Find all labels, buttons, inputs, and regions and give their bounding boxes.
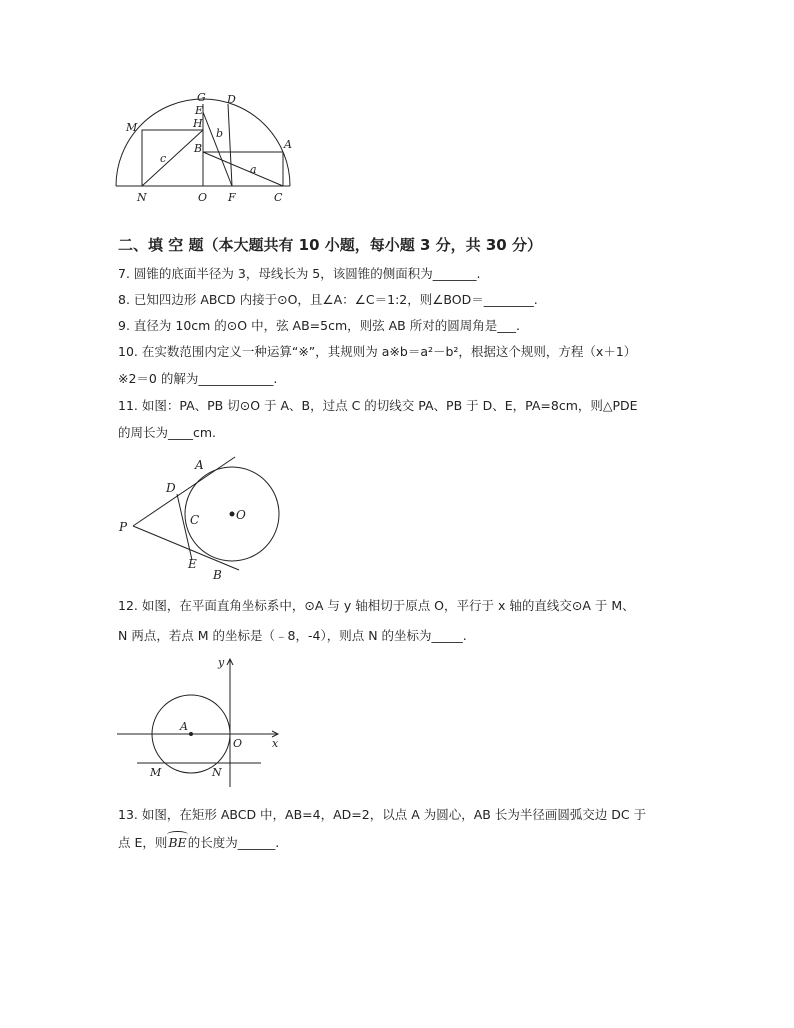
- label-b: b: [216, 127, 224, 140]
- label-M: M: [150, 766, 162, 779]
- center-a-dot: [189, 732, 193, 736]
- q13-suffix: 的长度为______.: [187, 835, 280, 850]
- figure-coordinate-circle: [115, 655, 290, 790]
- arc-be-symbol: [167, 834, 187, 852]
- section-title: 二、填 空 题（本大题共有 10 小题，每小题 3 分，共 30 分）: [118, 236, 542, 254]
- label-A: A: [195, 458, 204, 472]
- label-H: H: [193, 117, 203, 130]
- label-O: O: [233, 737, 243, 750]
- question-10-line1: 10. 在实数范围内定义一种运算“※”，其规则为 a※b＝a²－b²，根据这个规则，方程（x＋1）: [118, 344, 637, 359]
- arc-mark: [167, 831, 187, 838]
- label-D: D: [166, 481, 176, 495]
- label-c: c: [160, 152, 167, 165]
- segment-b: [203, 112, 232, 186]
- center-o-dot: [230, 512, 235, 517]
- label-A: A: [180, 720, 188, 733]
- label-C: C: [274, 191, 283, 204]
- label-N: N: [137, 191, 147, 204]
- question-10-line2: ※2＝0 的解为____________.: [118, 371, 278, 386]
- label-A: A: [284, 138, 292, 151]
- question-12-line1: 12. 如图，在平面直角坐标系中，⊙A 与 y 轴相切于原点 O，平行于 x 轴的直线交⊙A 于 M、: [118, 598, 635, 613]
- label-y: y: [218, 656, 225, 669]
- label-N: N: [212, 766, 222, 779]
- segment-a: [203, 152, 283, 186]
- question-11-line1: 11. 如图：PA、PB 切⊙O 于 A、B，过点 C 的切线交 PA、PB 于 D、E，PA=8cm，则△PDE: [118, 398, 638, 413]
- label-D: D: [227, 93, 236, 106]
- label-x: x: [272, 737, 279, 750]
- label-F: F: [228, 191, 236, 204]
- label-C: C: [190, 513, 200, 527]
- question-8: 8. 已知四边形 ABCD 内接于⊙O，且∠A：∠C＝1:2，则∠BOD＝________.: [118, 292, 538, 307]
- label-O: O: [236, 508, 246, 522]
- tangent-pa: [133, 457, 235, 526]
- question-12-line2: N 两点，若点 M 的坐标是（﹣8，-4），则点 N 的坐标为_____.: [118, 628, 467, 643]
- label-E: E: [188, 557, 197, 571]
- figure-tangent-circle: [115, 452, 290, 587]
- label-a: a: [250, 163, 257, 176]
- question-13-line1: 13. 如图，在矩形 ABCD 中，AB=4，AD=2，以点 A 为圆心，AB 长为半径画圆弧交边 DC 于: [118, 807, 647, 822]
- label-O: O: [198, 191, 208, 204]
- tangent-de: [177, 494, 192, 560]
- label-B: B: [194, 142, 203, 155]
- q13-prefix: 点 E，则: [118, 835, 168, 850]
- label-P: P: [119, 520, 128, 534]
- question-7: 7. 圆锥的底面半径为 3，母线长为 5，该圆锥的侧面积为_______.: [118, 266, 481, 281]
- question-9: 9. 直径为 10cm 的⊙O 中，弦 AB=5cm，则弦 AB 所对的圆周角是___.: [118, 318, 520, 333]
- question-11-line2: 的周长为____cm.: [118, 425, 217, 440]
- label-B: B: [213, 568, 222, 582]
- arc-be-text: BE: [168, 835, 187, 850]
- figure-semicircle-rectangles: [110, 90, 310, 210]
- label-E: E: [195, 104, 204, 117]
- question-13-line2: [118, 834, 279, 852]
- segment-df: [228, 104, 232, 186]
- label-M: M: [126, 121, 138, 134]
- segment-c: [142, 130, 203, 186]
- label-G: G: [197, 91, 206, 104]
